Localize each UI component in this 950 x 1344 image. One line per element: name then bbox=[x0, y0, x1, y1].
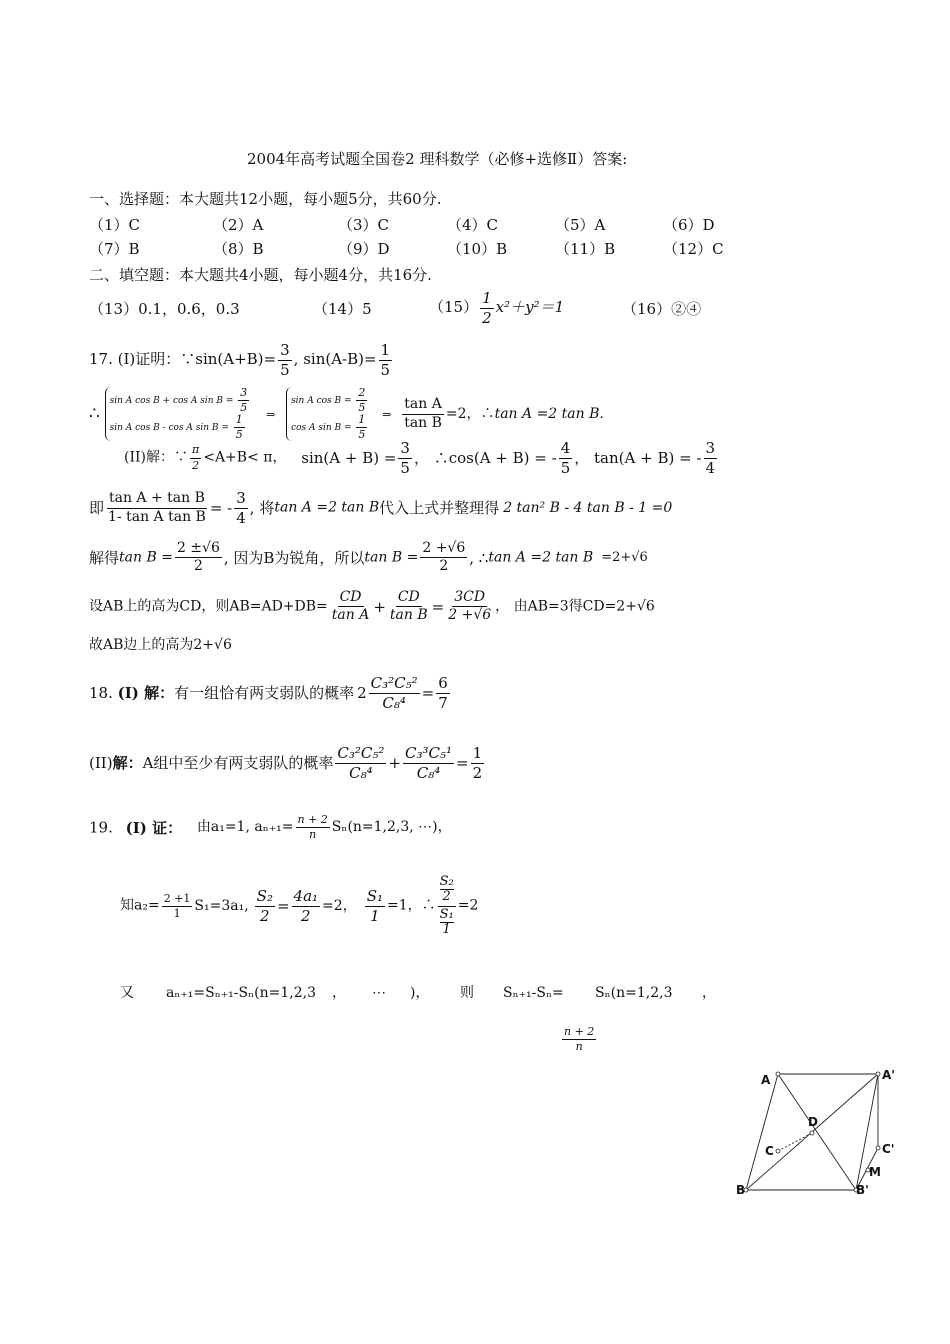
label-Aprime: A' bbox=[882, 1068, 895, 1082]
q19-line2 bbox=[120, 875, 478, 937]
q17-line1-mid: , sin(A-B)= bbox=[293, 350, 377, 368]
equation-system-2 bbox=[286, 387, 373, 441]
frac-n-den: n bbox=[309, 828, 317, 842]
answer-10: （10）B bbox=[447, 240, 508, 258]
fill-answer-16: （16）②④ bbox=[622, 300, 702, 318]
root-num: 2 ±√6 bbox=[175, 541, 222, 558]
subst-text: , 将 bbox=[249, 499, 275, 517]
q19-again: 又 bbox=[120, 985, 134, 1001]
sin-sum: sin(A + B) = bbox=[301, 449, 397, 467]
root2-den: 2 bbox=[439, 558, 449, 575]
frac-below-den: n bbox=[575, 1040, 583, 1054]
edge-A-B bbox=[746, 1074, 778, 1190]
therefore-symbol: ∴ bbox=[89, 403, 100, 424]
q19-given-2: Sₙ(n=1,2,3, ⋯)， bbox=[331, 819, 452, 836]
q19-then: 则 bbox=[460, 985, 474, 1001]
frac-3-4-num: 3 bbox=[705, 439, 716, 457]
answer-6: （6）D bbox=[663, 216, 715, 234]
sys-frac-den: 5 bbox=[235, 428, 243, 442]
implies-arrow: ⇒ bbox=[266, 407, 276, 421]
range-text: <A+B< π， bbox=[203, 449, 287, 466]
comb-den: C₈⁴ bbox=[416, 763, 441, 782]
q19-line1 bbox=[89, 814, 452, 841]
height-text: 设AB上的高为CD，则AB=AD+DB= bbox=[89, 598, 328, 615]
equation-system-1 bbox=[105, 387, 256, 441]
root2-num: 2 +√6 bbox=[420, 541, 467, 558]
sys-frac-den: 5 bbox=[358, 401, 366, 415]
q19-number: 19. bbox=[89, 818, 113, 837]
system1-row2: sin A cos B - cos A sin B = bbox=[109, 423, 232, 434]
one-den: 1 bbox=[370, 906, 380, 925]
frac-6-7-num: 6 bbox=[438, 674, 448, 692]
plus-sign: + bbox=[388, 754, 402, 772]
system1-row1: sin A cos B + cos A sin B = bbox=[109, 396, 237, 407]
eq-2-final: =2 bbox=[457, 897, 479, 914]
point-Aprime bbox=[876, 1072, 880, 1076]
q18-part1-label: (I) 解： bbox=[117, 684, 175, 702]
acute-text: , 因为B为锐角，所以 bbox=[223, 548, 365, 567]
q17-line1-prefix: 17. (I)证明：∵sin(A+B)= bbox=[89, 350, 277, 368]
q19-know: 知a₂= bbox=[120, 897, 160, 914]
tan-frac-den: 1- tan A tan B bbox=[108, 508, 206, 525]
tanA-eq: tan A =2 tan B bbox=[488, 549, 594, 566]
q19-frac-below bbox=[560, 1026, 598, 1053]
nested-2: 2 bbox=[442, 889, 451, 905]
q19-relation: aₙ₊₁=Sₙ₊₁-Sₙ(n=1,2,3 bbox=[166, 985, 316, 1001]
q18-part2-text: A组中至少有两支弱队的概率 bbox=[142, 754, 334, 772]
label-B: B bbox=[736, 1183, 746, 1197]
3cd-num: 3CD bbox=[452, 590, 487, 607]
q17-solve-line bbox=[89, 541, 648, 575]
answer-5: （5）A bbox=[555, 216, 606, 234]
label-D: D bbox=[808, 1115, 818, 1129]
section1-heading: 一、选择题：本大题共12小题，每小题5分，共60分. bbox=[89, 190, 442, 208]
frac-below-num: n + 2 bbox=[562, 1026, 596, 1040]
equals-sign: = bbox=[421, 684, 435, 702]
cd-num: CD bbox=[396, 590, 422, 607]
comb-den: C₈⁴ bbox=[382, 693, 406, 712]
sys-frac-den: 5 bbox=[358, 428, 366, 442]
q18-part1 bbox=[89, 675, 452, 711]
tanA-result: =2+√6 bbox=[601, 550, 648, 566]
frac-4-5-num: 4 bbox=[560, 439, 571, 457]
q17-ji-line bbox=[89, 490, 672, 526]
frac-3-4-den: 4 bbox=[236, 508, 246, 527]
nested-den bbox=[438, 907, 456, 938]
q19-close: )， bbox=[410, 985, 430, 1001]
result-tanA-2tanB: tan A =2 tan B. bbox=[494, 405, 604, 422]
answer-11: （11）B bbox=[555, 240, 616, 258]
frac-1-5-num: 1 bbox=[380, 341, 391, 359]
q19-comma: ， bbox=[332, 985, 346, 1001]
answer-8: （8）B bbox=[213, 240, 264, 258]
two-den: 2 bbox=[301, 906, 311, 925]
q17-height-line bbox=[89, 590, 655, 624]
quadratic-equation: 2 tan² B - 4 tan B - 1 =0 bbox=[503, 499, 673, 516]
comb-den: C₈⁴ bbox=[349, 763, 373, 782]
dashed-C-D bbox=[778, 1133, 812, 1151]
label-Cprime: C' bbox=[882, 1142, 895, 1156]
root-den: 2 bbox=[193, 558, 203, 575]
answer-1: （1）C bbox=[89, 216, 141, 234]
eq-2-therefore: =2，∴ bbox=[445, 405, 495, 422]
eq-1-therefore: =1，∴ bbox=[386, 897, 436, 914]
frac-3-5-num: 3 bbox=[400, 439, 410, 457]
coefficient-2: 2 bbox=[357, 684, 367, 702]
frac-3-4-num: 3 bbox=[236, 489, 246, 507]
S2-num: S₂ bbox=[256, 887, 273, 906]
label-M: M bbox=[869, 1165, 881, 1179]
S1-num: S₁ bbox=[366, 887, 383, 906]
fill-answer-15 bbox=[429, 290, 564, 326]
q18-part2-bold: 解： bbox=[112, 754, 143, 772]
fill-15-tail: x²＋y²＝1 bbox=[495, 298, 565, 316]
subst-expr: tan A =2 tan B bbox=[274, 499, 380, 516]
frac-1-2-num: 1 bbox=[472, 744, 483, 762]
q18-part2-label: (II) bbox=[89, 754, 113, 772]
nested-S2: S₂ bbox=[439, 874, 454, 889]
frac-21-num: 2 +1 bbox=[162, 893, 193, 907]
frac-3-5-den: 5 bbox=[280, 360, 290, 379]
tan-frac-num: tan A + tan B bbox=[107, 491, 207, 508]
ji-text: 即 bbox=[89, 499, 105, 517]
subst-text-2: 代入上式并整理得 bbox=[379, 499, 500, 517]
answer-3: （3）C bbox=[338, 216, 390, 234]
fill-15-den: 2 bbox=[482, 308, 492, 327]
nested-1: 1 bbox=[442, 921, 451, 937]
nested-num bbox=[438, 875, 456, 907]
q19-comma-2: ， bbox=[702, 985, 716, 1001]
pi-den: 2 bbox=[192, 458, 200, 472]
q19-given: 由a₁=1, aₙ₊₁= bbox=[196, 819, 294, 836]
sys-frac-num: 1 bbox=[234, 414, 245, 428]
label-A: A bbox=[761, 1073, 771, 1087]
system2-row2: cos A sin B = bbox=[291, 423, 355, 434]
frac-1-5-den: 5 bbox=[380, 360, 391, 379]
frac-21-den: 1 bbox=[173, 906, 181, 920]
q17-part2 bbox=[124, 440, 719, 476]
nested-S1: S₁ bbox=[439, 906, 454, 922]
label-C: C bbox=[765, 1144, 774, 1158]
page-title: 2004年高考试题全国卷2 理科数学（必修+选修Ⅱ）答案: bbox=[247, 150, 628, 168]
diagonal-A-Bprime bbox=[778, 1074, 856, 1190]
q17-final: 故AB边上的高为2+√6 bbox=[89, 637, 232, 653]
tanB-den: tan B bbox=[389, 607, 428, 624]
frac-3-5-den: 5 bbox=[400, 458, 410, 477]
answer-4: （4）C bbox=[447, 216, 499, 234]
tanA-num: tan A bbox=[402, 397, 444, 414]
q19-know-2: S₁=3a₁, bbox=[194, 897, 249, 914]
geometry-figure bbox=[728, 1066, 900, 1202]
comb-num: C₃²C₅² bbox=[337, 744, 385, 762]
tanB-eq-2: tan B = bbox=[364, 549, 419, 566]
frac-1-2-den: 2 bbox=[472, 763, 483, 782]
label-Bprime: B' bbox=[856, 1183, 869, 1197]
q19-label: (I) 证： bbox=[125, 818, 183, 837]
two-den: 2 bbox=[260, 906, 270, 925]
tanB-eq: tan B = bbox=[119, 549, 173, 566]
part2-prefix: (II)解：∵ bbox=[124, 449, 188, 466]
pi-num: π bbox=[190, 444, 201, 458]
answer-2: （2）A bbox=[213, 216, 264, 234]
q18-part2 bbox=[89, 745, 486, 781]
tanA-den: tan A bbox=[331, 607, 370, 624]
answer-12: （12）C bbox=[663, 240, 724, 258]
fill-answer-14: （14）5 bbox=[313, 300, 372, 318]
point-D bbox=[810, 1131, 814, 1135]
q19-relation-2: Sₙ₊₁-Sₙ= bbox=[503, 985, 564, 1001]
point-A bbox=[776, 1072, 780, 1076]
q17-line1 bbox=[89, 342, 394, 378]
frac-3-5-num: 3 bbox=[280, 341, 290, 359]
4a1-num: 4a₁ bbox=[293, 887, 319, 906]
frac-4-5-den: 5 bbox=[560, 458, 571, 477]
equals-sign: = bbox=[276, 897, 290, 916]
q19-relation-3: Sₙ(n=1,2,3 bbox=[595, 985, 673, 1001]
plus-sign: + bbox=[373, 597, 386, 616]
fill-15-label: （15） bbox=[429, 298, 479, 316]
cd-num: CD bbox=[338, 590, 364, 607]
q18-part1-text: 有一组恰有两支弱队的概率 bbox=[174, 684, 355, 702]
fill-answer-13: （13）0.1，0.6，0.3 bbox=[89, 300, 240, 318]
answer-7: （7）B bbox=[89, 240, 140, 258]
equals-sign: = bbox=[431, 597, 445, 616]
3cd-den: 2 +√6 bbox=[448, 607, 492, 624]
height-result: ， 由AB=3得CD=2+√6 bbox=[495, 598, 655, 615]
system2-row1: sin A cos B = bbox=[291, 396, 355, 407]
tan-sum: ， tan(A + B) = - bbox=[574, 449, 702, 467]
q17-systems bbox=[89, 387, 604, 441]
cos-sum: ， ∴cos(A + B) = - bbox=[413, 449, 557, 467]
equals-sign: = bbox=[456, 754, 469, 772]
sys-frac-num: 1 bbox=[356, 414, 367, 428]
comb-num: C₃²C₅² bbox=[370, 674, 418, 692]
eq-minus: = - bbox=[209, 499, 233, 517]
point-C bbox=[776, 1149, 780, 1153]
q18-number: 18. bbox=[89, 684, 113, 702]
sys-frac-den: 5 bbox=[240, 401, 248, 415]
fill-15-num: 1 bbox=[482, 289, 492, 307]
frac-6-7-den: 7 bbox=[438, 693, 448, 712]
implies-arrow: ⇒ bbox=[382, 407, 392, 421]
solve-text: 解得 bbox=[89, 548, 120, 567]
eq-2: =2， bbox=[322, 897, 357, 914]
point-Cprime bbox=[876, 1146, 880, 1150]
tanB-den: tan B bbox=[404, 414, 442, 431]
section2-heading: 二、填空题：本大题共4小题，每小题4分，共16分. bbox=[89, 266, 432, 284]
q19-dots: ⋯ bbox=[372, 985, 386, 1001]
frac-n2-num: n + 2 bbox=[296, 814, 330, 828]
frac-3-4-den: 4 bbox=[705, 458, 716, 477]
answer-9: （9）D bbox=[338, 240, 390, 258]
sys-frac-num: 2 bbox=[356, 387, 367, 401]
sys-frac-num: 3 bbox=[238, 387, 249, 401]
comb-num: C₃³C₅¹ bbox=[405, 744, 453, 762]
thus-text: , ∴ bbox=[469, 548, 489, 567]
